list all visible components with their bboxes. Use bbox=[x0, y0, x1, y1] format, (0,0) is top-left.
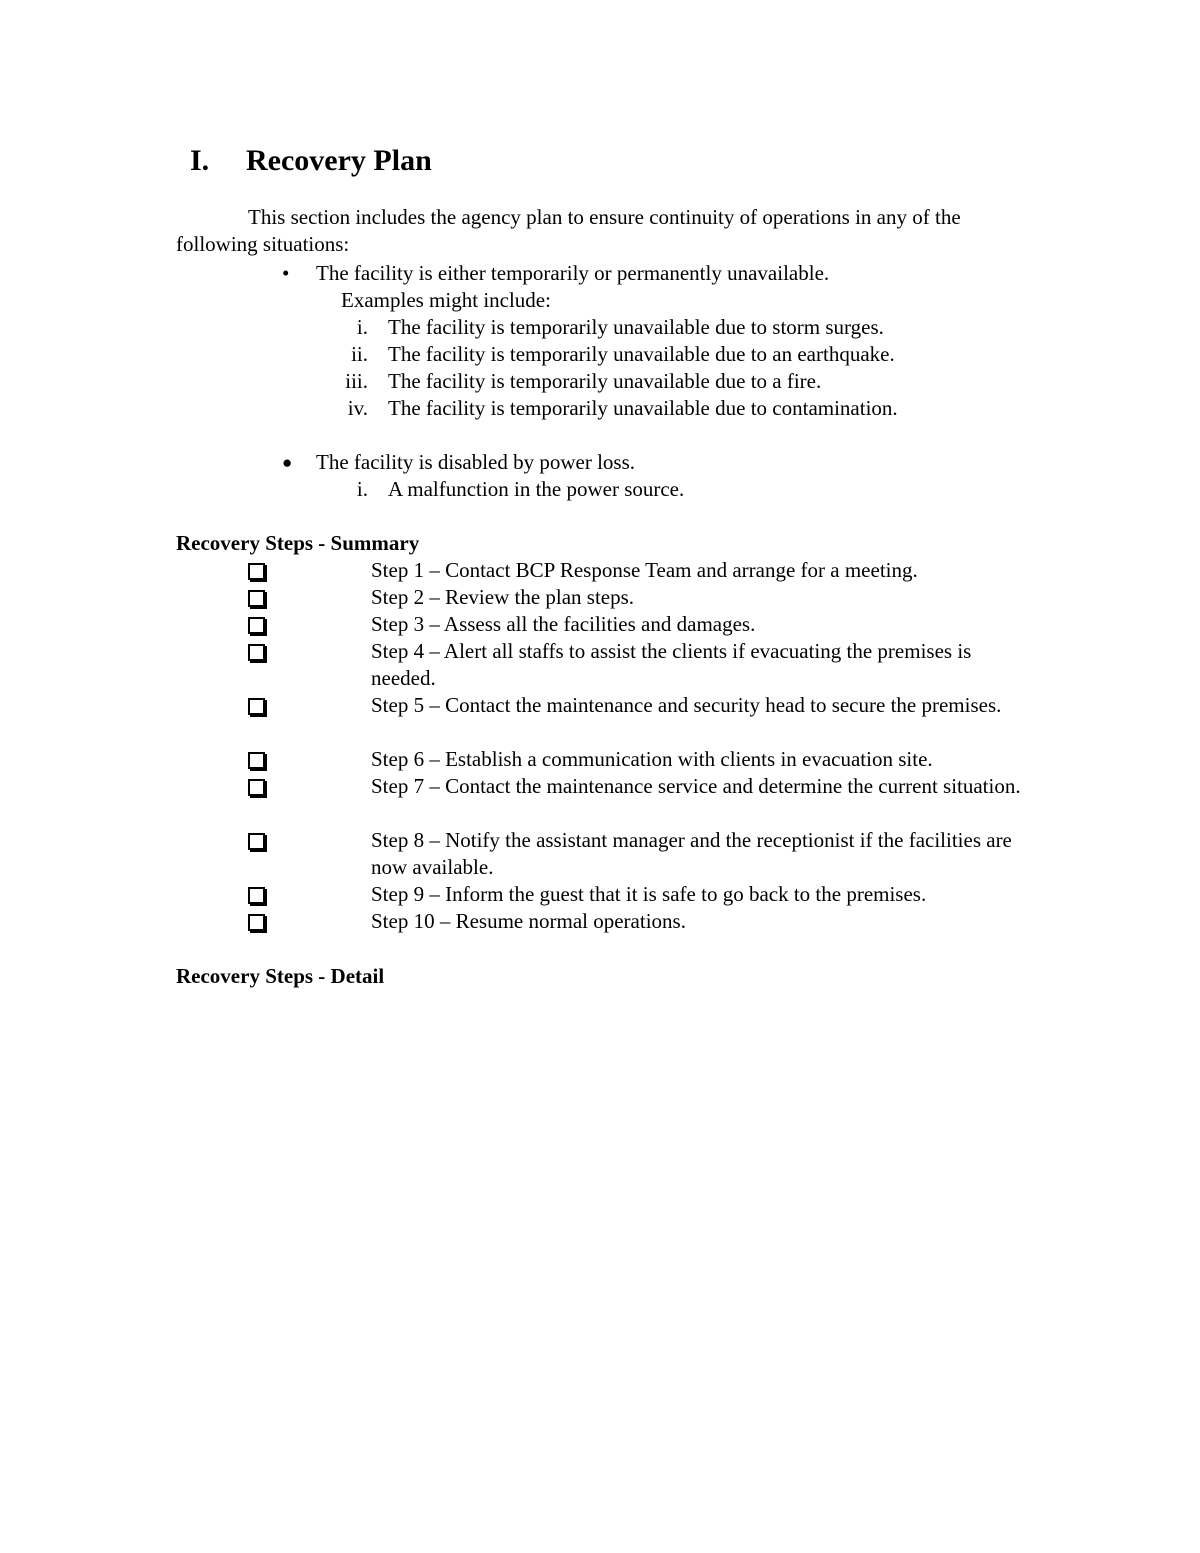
checkbox-icon bbox=[248, 914, 265, 931]
checkbox-icon bbox=[248, 617, 265, 634]
intro-paragraph: This section includes the agency plan to ensure continuity of operations in any of the following situations: bbox=[176, 205, 961, 256]
detail-heading: Recovery Steps - Detail bbox=[176, 964, 385, 988]
checkbox-icon bbox=[248, 590, 265, 607]
step-item: Step 10 – Resume normal operations. bbox=[371, 909, 686, 933]
step-item: Step 1 – Contact BCP Response Team and arrange for a meeting. bbox=[371, 558, 918, 582]
section-heading bbox=[190, 141, 432, 181]
section-number: I. bbox=[190, 144, 210, 177]
checkbox-icon bbox=[248, 563, 265, 580]
example-item: The facility is temporarily unavailable due to storm surges. bbox=[388, 315, 884, 339]
step-item: Step 5 – Contact the maintenance and security head to secure the premises. bbox=[371, 693, 1002, 717]
checkbox-icon bbox=[248, 887, 265, 904]
checkbox-icon bbox=[248, 752, 265, 769]
list-numeral: i. bbox=[356, 315, 368, 339]
example-item: A malfunction in the power source. bbox=[388, 477, 685, 501]
step-item: Step 2 – Review the plan steps. bbox=[371, 585, 635, 609]
step-item: Step 9 – Inform the guest that it is safe to go back to the premises. bbox=[371, 882, 927, 906]
step-item: Step 4 – Alert all staffs to assist the clients if evacuating the premises is needed. bbox=[371, 639, 972, 690]
list-numeral: i. bbox=[356, 477, 368, 501]
step-item: Step 8 – Notify the assistant manager and the receptionist if the facilities are now available. bbox=[371, 828, 1012, 879]
step-item: Step 3 – Assess all the facilities and damages. bbox=[371, 612, 756, 636]
example-item: The facility is temporarily unavailable due to contamination. bbox=[388, 396, 898, 420]
examples-lead-in: Examples might include: bbox=[341, 288, 551, 312]
situation-1-text: The facility is either temporarily or permanently unavailable. bbox=[316, 261, 830, 285]
section-title: Recovery Plan bbox=[246, 144, 432, 177]
step-item: Step 7 – Contact the maintenance service and determine the current situation. bbox=[371, 774, 1021, 798]
checkbox-icon bbox=[248, 833, 265, 850]
step-item: Step 6 – Establish a communication with clients in evacuation site. bbox=[371, 747, 933, 771]
situation-2-text: The facility is disabled by power loss. bbox=[316, 450, 636, 474]
summary-heading: Recovery Steps - Summary bbox=[176, 531, 420, 555]
example-item: The facility is temporarily unavailable due to a fire. bbox=[388, 369, 822, 393]
list-numeral: ii. bbox=[351, 342, 368, 366]
checkbox-icon bbox=[248, 644, 265, 661]
bullet-small: • bbox=[282, 261, 290, 285]
example-item: The facility is temporarily unavailable due to an earthquake. bbox=[388, 342, 895, 366]
list-numeral: iv. bbox=[347, 396, 368, 420]
list-numeral: iii. bbox=[345, 369, 368, 393]
checkbox-icon bbox=[248, 779, 265, 796]
checkbox-icon bbox=[248, 698, 265, 715]
bullet-large: ● bbox=[282, 453, 293, 472]
